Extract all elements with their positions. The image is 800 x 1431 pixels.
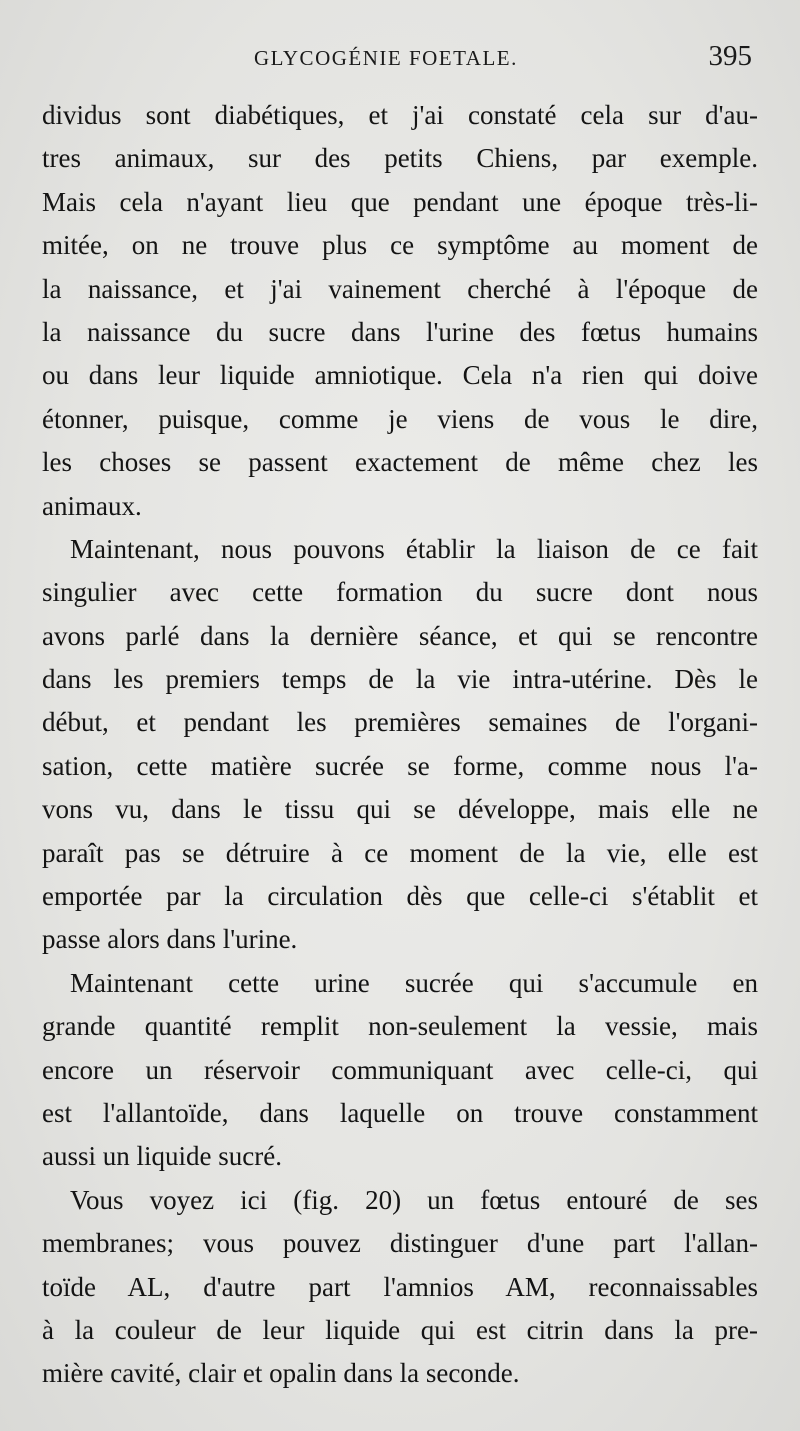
text-line: sation, cette matière sucrée se forme, comme nous l'a- — [42, 750, 758, 781]
text-line: mière cavité, clair et opalin dans la seconde. — [42, 1358, 520, 1389]
text-line: la naissance, et j'ai vainement cherché à l'époque de — [42, 273, 758, 304]
body-text — [42, 94, 758, 1396]
page-header — [42, 40, 754, 80]
text-line: avons parlé dans la dernière séance, et qui se rencontre — [42, 620, 758, 651]
text-line: toïde AL, d'autre part l'amnios AM, reconnaissables — [42, 1271, 758, 1302]
text-line: grande quantité remplit non-seulement la vessie, mais — [42, 1011, 758, 1042]
text-line: singulier avec cette formation du sucre dont nous — [42, 577, 758, 608]
text-line: dans les premiers temps de la vie intra-utérine. Dès le — [42, 664, 758, 695]
page-number: 395 — [708, 40, 752, 72]
text-line: paraît pas se détruire à ce moment de la vie, elle est — [42, 837, 758, 868]
text-line: tres animaux, sur des petits Chiens, par exemple. — [42, 143, 758, 174]
text-line: à la couleur de leur liquide qui est citrin dans la pre- — [42, 1314, 758, 1345]
text-line: animaux. — [42, 490, 142, 521]
text-line: passe alors dans l'urine. — [42, 924, 298, 955]
text-line: vons vu, dans le tissu qui se développe, mais elle ne — [42, 794, 758, 825]
text-line: aussi un liquide sucré. — [42, 1141, 282, 1172]
text-line: emportée par la circulation dès que celle-ci s'établit et — [42, 881, 758, 912]
paragraph-start: Vous voyez ici (fig. 20) un fœtus entouré de ses — [70, 1184, 758, 1215]
paragraph-start: Maintenant cette urine sucrée qui s'accumule en — [70, 967, 758, 998]
paragraph-start: Maintenant, nous pouvons établir la liaison de ce fait — [70, 533, 758, 564]
text-line: les choses se passent exactement de même chez les — [42, 447, 758, 478]
text-line: encore un réservoir communiquant avec celle-ci, qui — [42, 1054, 758, 1085]
text-line: début, et pendant les premières semaines de l'organi- — [42, 707, 758, 738]
text-line: la naissance du sucre dans l'urine des fœtus humains — [42, 316, 758, 347]
text-line: étonner, puisque, comme je viens de vous le dire, — [42, 403, 758, 434]
text-line: ou dans leur liquide amniotique. Cela n'a rien qui doive — [42, 360, 758, 391]
text-line: est l'allantoïde, dans laquelle on trouve constamment — [42, 1097, 758, 1128]
text-line: mitée, on ne trouve plus ce symptôme au moment de — [42, 230, 758, 261]
running-title: GLYCOGÉNIE FOETALE. — [254, 46, 518, 70]
text-line: Mais cela n'ayant lieu que pendant une époque très-li- — [42, 186, 758, 217]
text-line: dividus sont diabétiques, et j'ai constaté cela sur d'au- — [42, 100, 758, 130]
text-line: membranes; vous pouvez distinguer d'une part l'allan- — [42, 1228, 758, 1259]
